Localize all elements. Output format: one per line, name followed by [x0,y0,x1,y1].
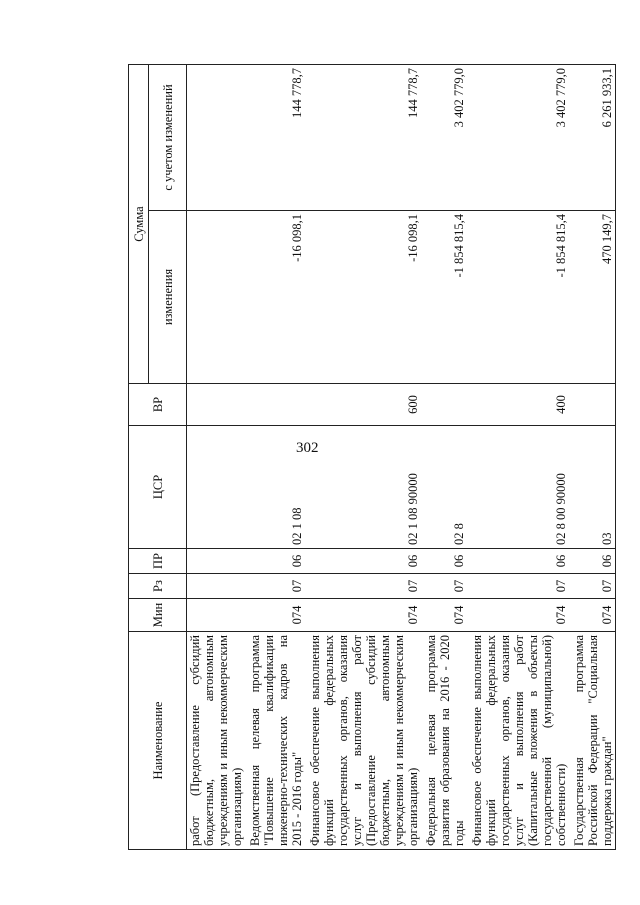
row-changes: -1 854 815,4 [467,211,569,384]
table-row [187,65,246,850]
row-changes: 470 149,7 [569,211,616,384]
row-changes [187,211,246,384]
row-pr [187,549,246,574]
row-csr: 02 1 08 [245,426,305,549]
col-name-header: Наименование [129,632,187,850]
row-vr: 400 [467,384,569,426]
table-header [129,65,187,850]
row-rz: 07 [245,574,305,599]
rotated-table-area [128,65,640,850]
row-csr: 02 8 [421,426,467,549]
row-rz [187,574,246,599]
row-total [187,65,246,211]
row-rz: 07 [421,574,467,599]
table-row [421,65,467,850]
col-rz-header: Рз [129,574,187,599]
row-name: Финансовое обеспечение выполнения функций федеральных государственных органов, оказания услуг и выполнения работ (Капитальные вложения в объекты государственной (муниципальной) собственности) [467,632,569,850]
row-pr: 06 [421,549,467,574]
col-changes-header: изменения [149,211,187,384]
row-name: работ (Предоставление субсидий бюджетным, автономным учреждениям и иным некоммерческим организациям) [187,632,246,850]
row-name: Ведомственная целевая программа "Повышение квалификации инженерно-технических кадров на 2015 - 2016 годы" [245,632,305,850]
row-vr [421,384,467,426]
row-changes: -16 098,1 [245,211,305,384]
row-min: 074 [305,599,421,632]
row-vr [569,384,616,426]
row-pr: 06 [305,549,421,574]
row-csr [187,426,246,549]
row-rz: 07 [305,574,421,599]
table-body [187,65,616,850]
row-vr [245,384,305,426]
row-min [187,599,246,632]
row-pr: 06 [569,549,616,574]
col-total-header: с учетом изменений [149,65,187,211]
col-csr-header: ЦСР [129,426,187,549]
row-pr: 06 [245,549,305,574]
row-csr: 02 8 00 90000 [467,426,569,549]
table-row [305,65,421,850]
row-total: 144 778,7 [305,65,421,211]
col-vr-header: ВР [129,384,187,426]
table-row [245,65,305,850]
row-min: 074 [245,599,305,632]
table-row [467,65,569,850]
table-row [569,65,616,850]
row-changes: -16 098,1 [305,211,421,384]
col-sum-header: Сумма [129,65,149,384]
row-total: 6 261 933,1 [569,65,616,211]
row-changes: -1 854 815,4 [421,211,467,384]
row-total: 3 402 779,0 [467,65,569,211]
row-name: Финансовое обеспечение выполнения функций федеральных государственных органов, оказания услуг и выполнения работ (Предоставление субсидий бюджетным, автономным учреждениям и иным некоммерческим организациям) [305,632,421,850]
row-rz: 07 [569,574,616,599]
row-total: 144 778,7 [245,65,305,211]
row-total: 3 402 779,0 [421,65,467,211]
row-name: Федеральная целевая программа развития образования на 2016 - 2020 годы [421,632,467,850]
row-min: 074 [467,599,569,632]
col-pr-header: ПР [129,549,187,574]
budget-table [128,64,616,850]
row-rz: 07 [467,574,569,599]
page-number: 302 [296,440,319,456]
row-vr [187,384,246,426]
row-min: 074 [421,599,467,632]
row-min: 074 [569,599,616,632]
col-min-header: Мин [129,599,187,632]
row-csr: 03 [569,426,616,549]
row-csr: 02 1 08 90000 [305,426,421,549]
row-pr: 06 [467,549,569,574]
row-name: Государственная программа Российской Федерации "Социальная поддержка граждан" [569,632,616,850]
row-vr: 600 [305,384,421,426]
